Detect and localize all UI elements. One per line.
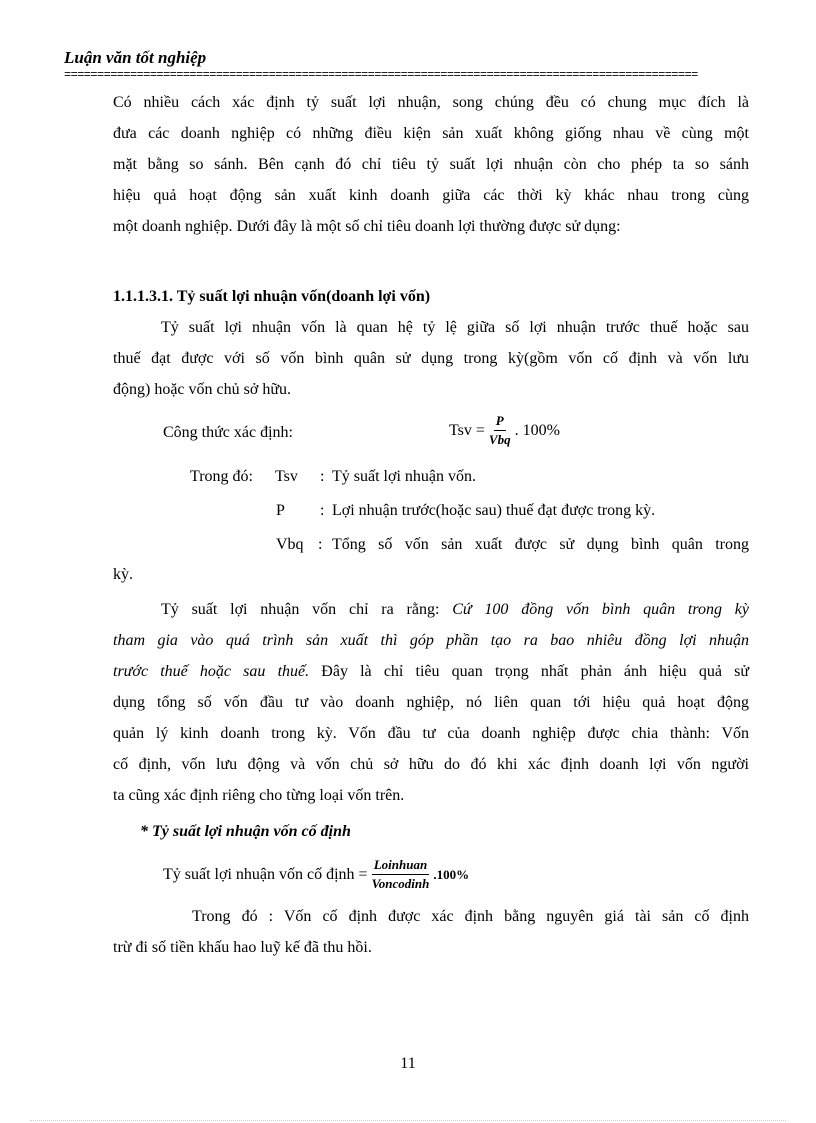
section-paragraph-2 <box>113 594 749 811</box>
page-bottom-dotted-line <box>30 1120 786 1121</box>
para2-line-5: quản lý kinh doanh trong kỳ. Vốn đầu tư của doanh nghiệp được chia thành: Vốn <box>113 725 749 742</box>
page-header-title: Luận văn tốt nghiệp <box>64 48 207 67</box>
para1-line-3: động) hoặc vốn chủ sở hữu. <box>113 381 291 398</box>
formula2-lhs: Tỷ suất lợi nhuận vốn cố định = <box>163 865 368 883</box>
def-p-desc: Lợi nhuận trước(hoặc sau) thuế đạt được trong kỳ. <box>332 502 656 519</box>
formula-fraction <box>489 413 511 448</box>
formula-numerator: P <box>494 413 506 431</box>
section-heading: 1.1.1.3.1. Tỷ suất lợi nhuận vốn(doanh lợi vốn) <box>113 288 431 305</box>
page-number: 11 <box>400 1055 416 1072</box>
section-paragraph-3 <box>113 901 749 963</box>
formula2-rhs: .100% <box>433 866 470 882</box>
header-rule: ================================================================================================ <box>64 69 698 81</box>
subheading-fixed-capital: * Tỷ suất lợi nhuận vốn cố định <box>140 823 351 840</box>
intro-line-2: đưa các doanh nghiệp có những điều kiện sản xuất không giống nhau về cùng một <box>113 125 749 142</box>
para2-line-4: dụng tổng số vốn đầu tư vào doanh nghiệp, nó liên quan tới hiệu quả hoạt động <box>113 694 749 711</box>
formula-label: Công thức xác định: <box>163 424 293 441</box>
intro-line-4: hiệu quả hoạt động sản xuất kinh doanh giữa các thời kỳ khác nhau trong cùng <box>113 187 749 204</box>
para2-line-2 <box>113 625 749 656</box>
defs-tail: kỳ. <box>113 566 133 583</box>
intro-paragraph <box>113 87 749 242</box>
para3-line-2: trừ đi số tiền khấu hao luỹ kế đã thu hồi. <box>113 939 372 956</box>
def-tsv-desc: Tỷ suất lợi nhuận vốn. <box>332 468 476 485</box>
intro-line-1: Có nhiều cách xác định tỷ suất lợi nhuận, song chúng đều có chung mục đích là <box>113 94 749 111</box>
formula-fixed-capital <box>163 857 469 892</box>
def-vbq-symbol: Vbq <box>276 536 304 553</box>
para1-line-1: Tỷ suất lợi nhuận vốn là quan hệ tỷ lệ giữa số lợi nhuận trước thuế hoặc sau <box>161 319 749 336</box>
where-label: Trong đó: <box>190 468 253 485</box>
para3-line-1: Trong đó : Vốn cố định được xác định bằng nguyên giá tài sản cố định <box>192 908 749 925</box>
para2-line-7: ta cũng xác định riêng cho từng loại vốn trên. <box>113 787 405 804</box>
def-vbq-sep: : <box>318 536 323 553</box>
section-paragraph-1 <box>113 312 749 405</box>
formula2-fraction <box>372 857 430 892</box>
def-p-sep: : <box>320 502 325 519</box>
formula-tsv <box>449 413 560 448</box>
para2-line-1 <box>113 594 749 625</box>
intro-line-3: mặt bằng so sánh. Bên cạnh đó chỉ tiêu tỷ suất lợi nhuận còn cho phép ta so sánh <box>113 156 749 173</box>
para2-line-2-italic: tham gia vào quá trình sản xuất thì góp phần tạo ra bao nhiêu đồng lợi nhuận <box>113 632 749 649</box>
formula-lhs: Tsv = <box>449 421 485 439</box>
para2-line-6: cố định, vốn lưu động và vốn chủ sở hữu do đó khi xác định doanh lợi vốn người <box>113 756 749 773</box>
para2-line-1-normal: Tỷ suất lợi nhuận vốn chỉ ra rằng: <box>161 601 453 618</box>
formula2-denominator: Voncodinh <box>371 876 430 891</box>
def-tsv-sep: : <box>320 468 325 485</box>
intro-line-5: một doanh nghiệp. Dưới đây là một số chỉ tiêu doanh lợi thường được sử dụng: <box>113 218 621 235</box>
formula2-numerator: Loinhuan <box>372 857 429 875</box>
para2-line-3-italic: trước thuế hoặc sau thuế. <box>113 663 310 680</box>
para1-line-2: thuế đạt được với số vốn bình quân sử dụng trong kỳ(gồm vốn cố định và vốn lưu <box>113 350 749 367</box>
def-p-symbol: P <box>276 502 285 519</box>
formula-denominator: Vbq <box>488 432 511 447</box>
formula-rhs: . 100% <box>514 421 560 439</box>
para2-line-3 <box>113 656 749 687</box>
para2-line-3-normal: Đây là chỉ tiêu quan trọng nhất phản ánh hiệu quả sử <box>309 663 749 680</box>
def-vbq-desc: Tổng số vốn sản xuất được sử dụng bình quân trong <box>332 536 749 553</box>
def-tsv-symbol: Tsv <box>275 468 298 485</box>
para2-line-1-italic: Cứ 100 đồng vốn bình quân trong kỳ <box>452 601 749 618</box>
